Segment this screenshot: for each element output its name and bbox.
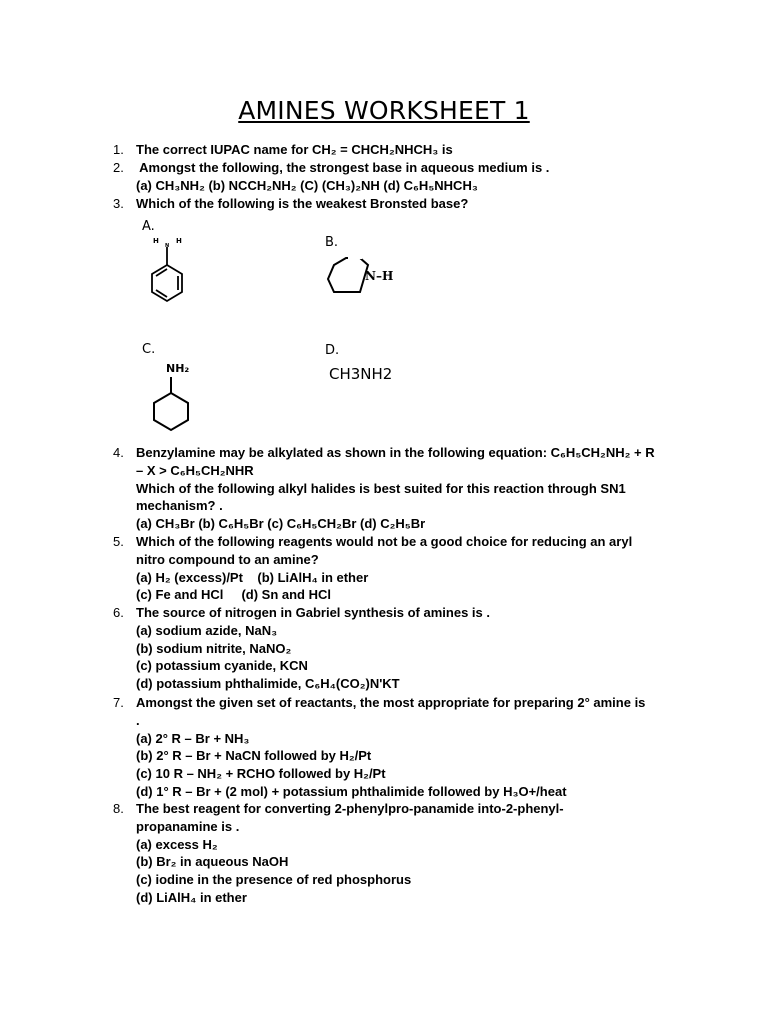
question-text: Which of the following is the weakest Bronsted base? [136, 196, 469, 211]
question-text: The best reagent for converting 2-phenylpro-panamide into-2-phenyl- [136, 801, 564, 816]
question-text: – X > C₆H₅CH₂NHR [136, 462, 254, 478]
question-6 [113, 604, 693, 693]
question-text: mechanism? . [136, 498, 223, 514]
atom-h: H [176, 237, 182, 245]
amino-group: NH₂ [166, 362, 190, 375]
answer-option: (a) sodium azide, NaN₃ [136, 622, 278, 638]
question-number: 2. [113, 160, 124, 175]
question-1 [113, 141, 693, 159]
atom-n: N [165, 243, 170, 249]
answer-option: (c) 10 R – NH₂ + RCHO followed by H₂/Pt [136, 766, 386, 782]
question-number: 7. [113, 695, 124, 710]
question-text: Amongst the following, the strongest base in aqueous medium is . [136, 160, 550, 175]
question-text: Benzylamine may be alkylated as shown in the following equation: C₆H₅CH₂NH₂ + R [136, 445, 655, 460]
answer-option: (d) 1° R – Br + (2 mol) + potassium phthalimide followed by H₃O+/heat [136, 783, 567, 799]
page-title: AMINES WORKSHEET 1 [238, 96, 530, 125]
atom-nh: N–H [365, 269, 394, 283]
question-text: Amongst the given set of reactants, the most appropriate for preparing 2° amine is [136, 695, 646, 710]
answer-options: (a) H₂ (excess)/Pt (b) LiAlH₄ in ether [136, 569, 369, 585]
answer-option: (d) potassium phthalimide, C₆H₄(CO₂)N'KT [136, 676, 400, 692]
piperidine-ring-icon [328, 258, 368, 292]
question-4 [113, 444, 693, 533]
option-a-label: A. [142, 219, 155, 234]
answer-option: (a) 2° R – Br + NH₃ [136, 730, 250, 746]
question-text: propanamine is . [136, 818, 240, 834]
question-2 [113, 159, 693, 195]
answer-option: (c) iodine in the presence of red phosphorus [136, 872, 412, 888]
question-text: The correct IUPAC name for CH₂ = CHCH₂NHCH₃ is [136, 142, 453, 157]
question-text: Which of the following alkyl halides is best suited for this reaction through SN1 [136, 480, 626, 496]
atom-h: H [153, 237, 159, 245]
option-b-label: B. [325, 235, 339, 250]
question-number: 1. [113, 142, 124, 157]
answer-option: (b) Br₂ in aqueous NaOH [136, 854, 289, 870]
option-c-label: C. [142, 342, 156, 357]
question-3 [113, 195, 693, 213]
answer-options: (a) CH₃NH₂ (b) NCCH₂NH₂ (C) (CH₃)₂NH (d) C₆H₅NHCH₃ [136, 177, 478, 193]
question-text: . [136, 712, 140, 728]
question-8 [113, 800, 693, 907]
answer-option: (b) sodium nitrite, NaNO₂ [136, 640, 292, 656]
methylamine-formula: CH3NH2 [329, 365, 393, 383]
answer-option: (d) LiAlH₄ in ether [136, 889, 247, 905]
answer-option: (b) 2° R – Br + NaCN followed by H₂/Pt [136, 748, 372, 764]
cyclohexane-ring-icon [154, 377, 188, 430]
question-number: 4. [113, 445, 124, 460]
question-5 [113, 533, 693, 604]
question-number: 5. [113, 534, 124, 549]
structures-figure [128, 216, 428, 441]
question-7 [113, 694, 693, 801]
answer-option: (c) potassium cyanide, KCN [136, 658, 308, 674]
answer-option: (a) excess H₂ [136, 836, 218, 852]
question-text: Which of the following reagents would not be a good choice for reducing an aryl [136, 534, 633, 549]
question-number: 3. [113, 196, 124, 211]
question-text: nitro compound to an amine? [136, 551, 319, 567]
answer-options: (c) Fe and HCl (d) Sn and HCl [136, 587, 331, 603]
question-number: 8. [113, 801, 124, 816]
benzene-ring-icon [152, 247, 182, 301]
structure-options [128, 216, 428, 441]
question-text: The source of nitrogen in Gabriel synthesis of amines is . [136, 605, 490, 620]
answer-options: (a) CH₃Br (b) C₆H₅Br (c) C₆H₅CH₂Br (d) C₂H₅Br [136, 516, 426, 532]
question-number: 6. [113, 605, 124, 620]
option-d-label: D. [325, 343, 340, 358]
